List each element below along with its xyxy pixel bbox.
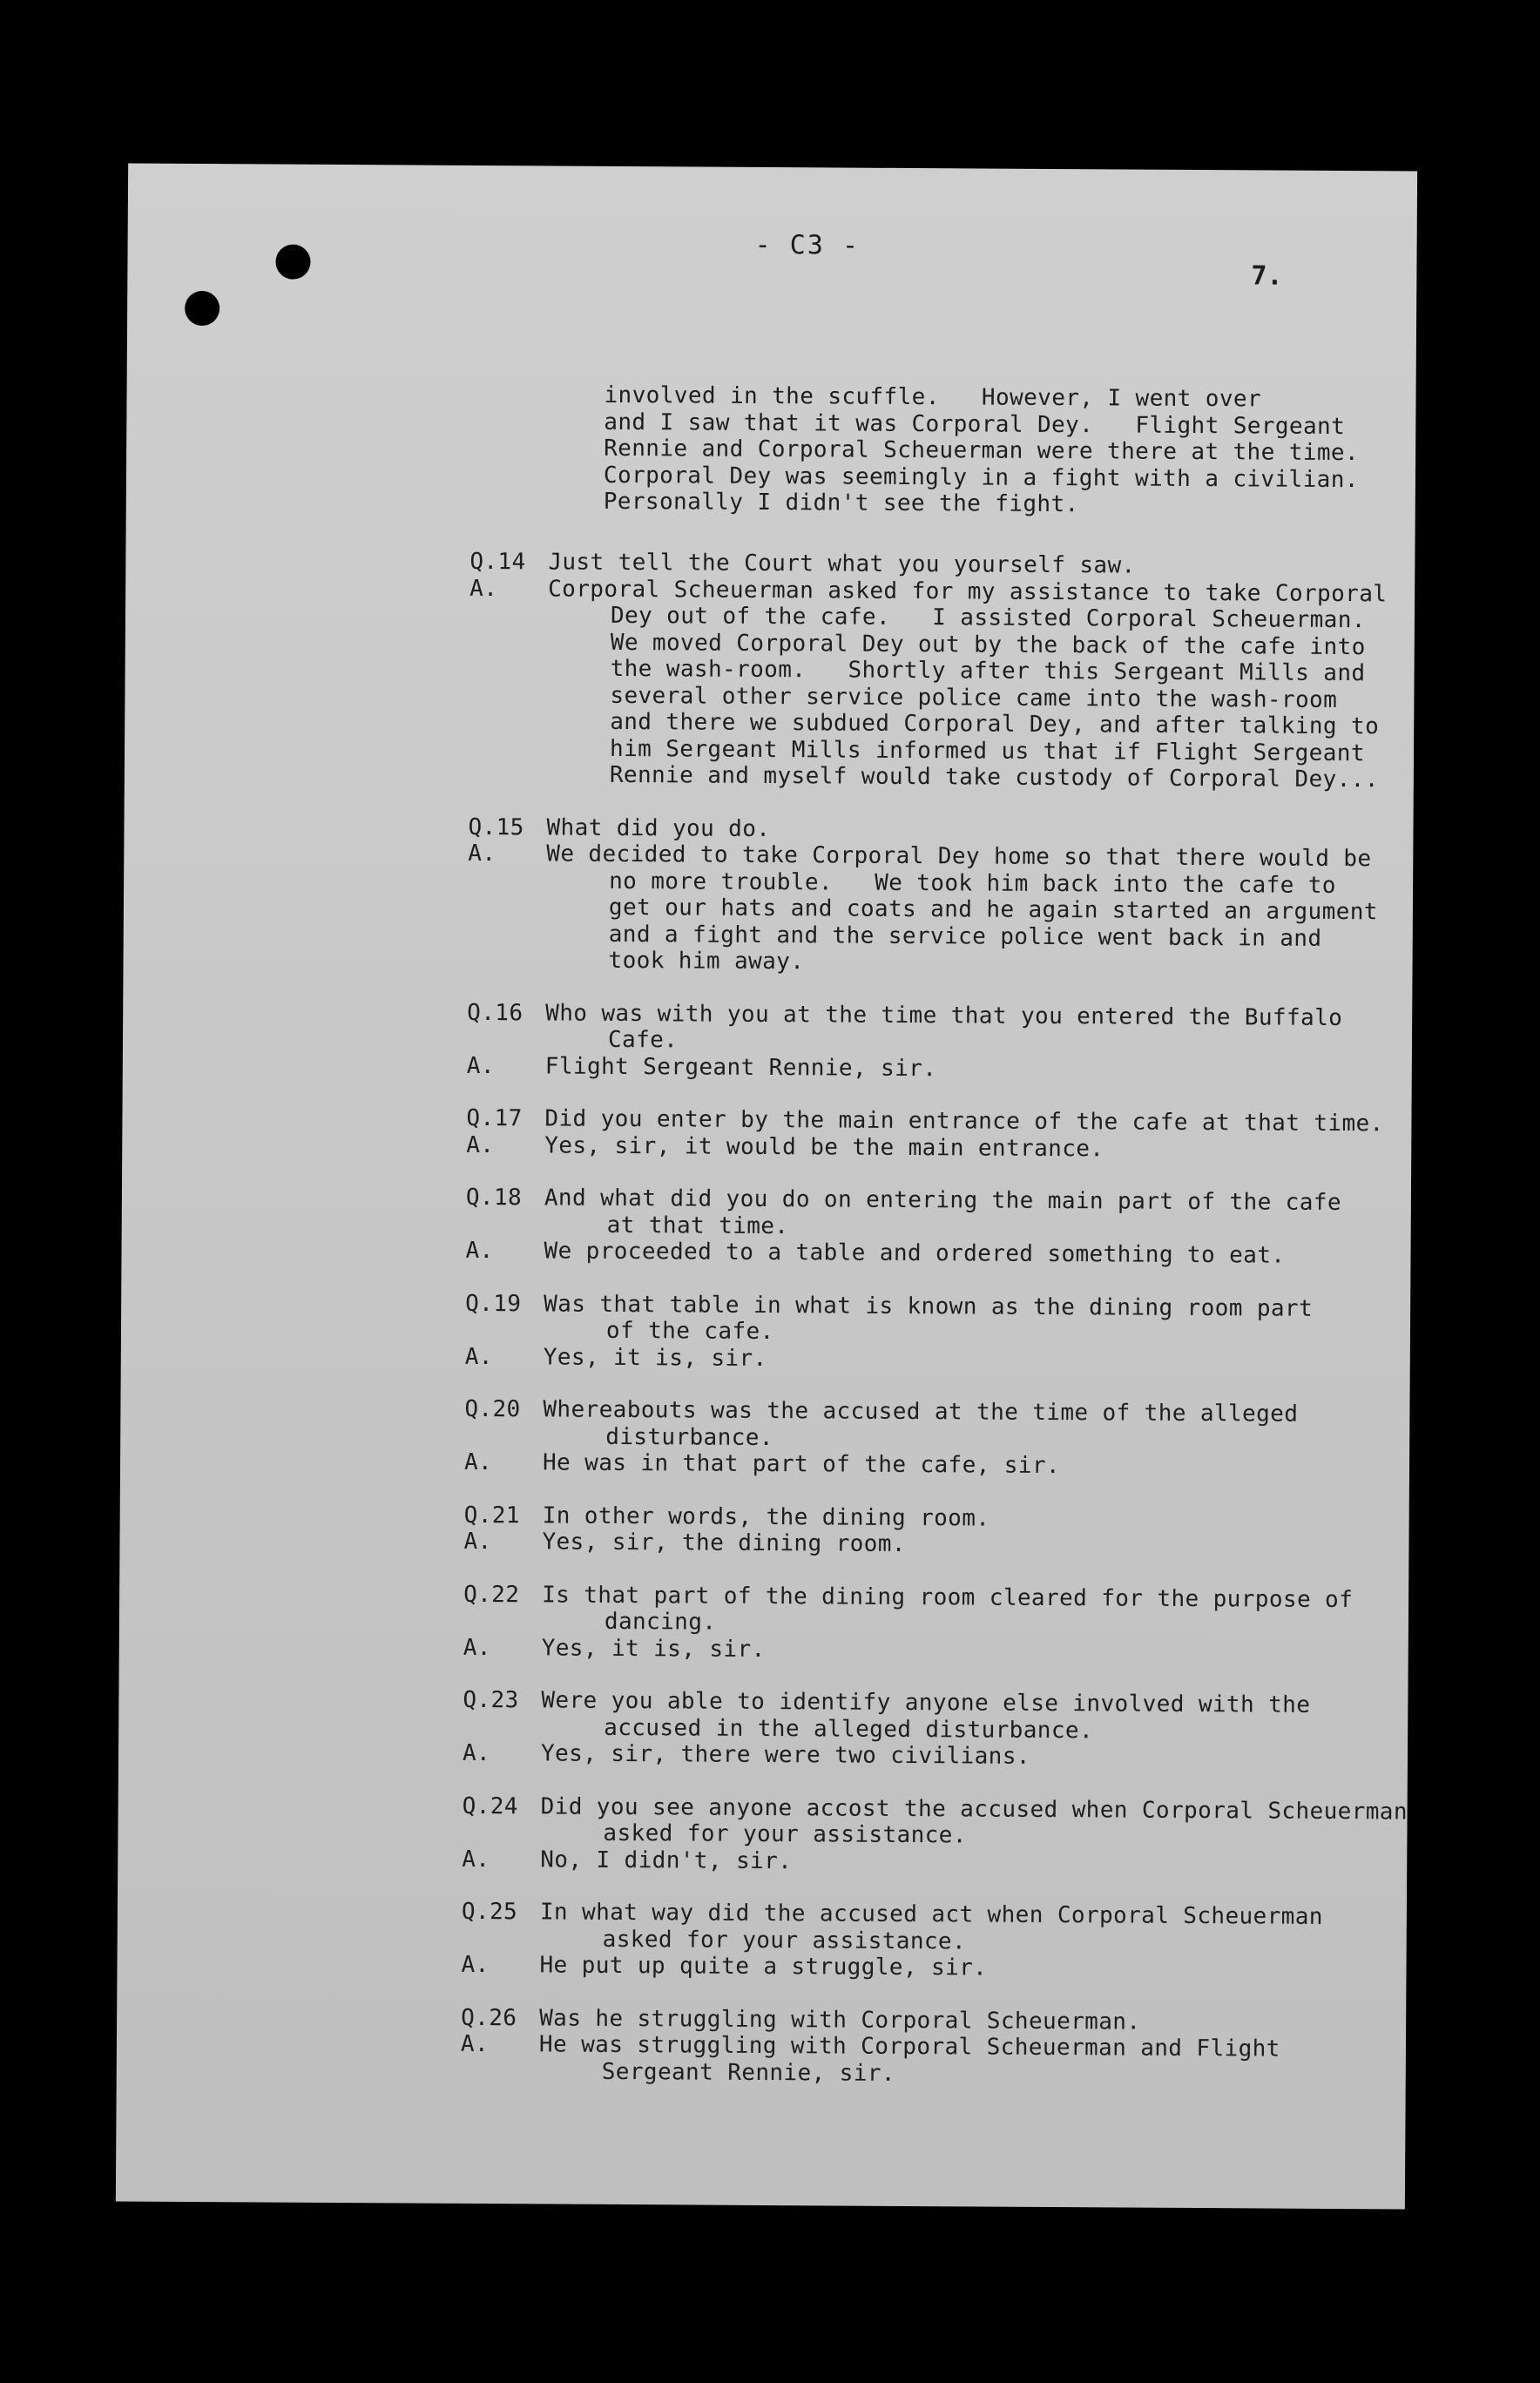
answer-row <box>466 1131 1407 1164</box>
answer-line: and there we subdued Corporal Dey, and after talking to <box>610 708 1380 740</box>
qa-entry <box>467 999 1408 1084</box>
page-marker: - C3 - <box>754 229 861 261</box>
answer-row <box>463 1740 1403 1772</box>
answer-label: A. <box>469 575 498 602</box>
answer-line: Flight Sergeant Rennie, sir. <box>544 1052 937 1082</box>
question-row <box>464 1396 1405 1455</box>
answer-text <box>542 1529 1404 1561</box>
question-line: Was that table in what is known as the dining room part <box>544 1290 1314 1322</box>
answer-line: several other service police came into the wash-room <box>610 682 1338 713</box>
answer-row <box>467 840 1408 979</box>
answer-row <box>461 2031 1402 2090</box>
answer-text <box>544 1238 1406 1270</box>
question-text <box>540 1793 1408 1852</box>
question-line: Did you enter by the main entrance of the cafe at that time. <box>544 1105 1384 1137</box>
question-line: In what way did the accused act when Corporal Scheuerman <box>539 1899 1323 1930</box>
intro-line: Personally I didn't see the fight. <box>603 488 1079 518</box>
question-row <box>462 1899 1402 1958</box>
question-row <box>463 1687 1403 1746</box>
question-line: What did you do. <box>546 813 771 842</box>
question-line: Were you able to identify anyone else involved with the <box>541 1687 1311 1718</box>
qa-entry <box>462 1792 1408 1878</box>
question-row <box>467 999 1408 1058</box>
question-text <box>545 1000 1408 1058</box>
answer-label: A. <box>465 1237 494 1265</box>
answer-text <box>544 1132 1407 1164</box>
question-text <box>544 1291 1406 1349</box>
qa-entry <box>463 1687 1404 1772</box>
answer-line: Yes, sir, there were two civilians. <box>540 1740 1030 1770</box>
question-line: Whereabouts was the accused at the time of the alleged <box>543 1396 1299 1428</box>
answer-row <box>463 1529 1404 1561</box>
answer-row <box>462 1846 1402 1878</box>
answer-text <box>540 1846 1402 1879</box>
question-line: asked for your assistance. <box>603 1819 967 1849</box>
answer-row <box>461 1952 1402 1984</box>
question-label: Q.19 <box>465 1290 522 1317</box>
answer-text <box>541 1740 1403 1772</box>
answer-row <box>465 1343 1406 1375</box>
question-line: In other words, the dining room. <box>542 1502 990 1532</box>
answer-text <box>543 1449 1405 1482</box>
question-label: Q.20 <box>464 1395 521 1423</box>
question-line: And what did you do on entering the main part of the cafe <box>544 1185 1342 1217</box>
answer-line: and a fight and the service police went back in and <box>608 921 1322 952</box>
page-number: 7. <box>1251 260 1283 292</box>
answer-label: A. <box>466 1052 496 1079</box>
question-line: Did you see anyone accost the accused when Corporal Scheuerman <box>540 1792 1408 1826</box>
question-line: at that time. <box>606 1212 789 1239</box>
answer-label: A. <box>462 1846 490 1873</box>
intro-line: and I saw that it was Corporal Dey. Flight Sergeant <box>604 408 1346 440</box>
question-row <box>463 1581 1404 1640</box>
answer-line: We decided to take Corporal Dey home so that there would be <box>546 840 1372 873</box>
qa-entry <box>466 1105 1407 1164</box>
answer-line: Rennie and myself would take custody of Corporal Dey... <box>609 761 1379 793</box>
answer-label: A. <box>466 1131 495 1158</box>
qa-entry <box>469 549 1411 793</box>
qa-entry <box>463 1502 1404 1561</box>
question-label: Q.22 <box>463 1581 520 1608</box>
answer-line: Yes, sir, the dining room. <box>542 1529 906 1557</box>
answer-line: We moved Corporal Dey out by the back of the cafe into <box>610 629 1366 660</box>
question-text <box>543 1396 1405 1455</box>
question-row <box>465 1290 1406 1349</box>
question-label: Q.16 <box>467 999 523 1026</box>
intro-line: involved in the scuffle. However, I went over <box>604 381 1262 413</box>
answer-row <box>463 1634 1404 1666</box>
question-label: Q.25 <box>461 1898 518 1926</box>
answer-label: A. <box>463 1448 493 1476</box>
question-text <box>540 1899 1402 1957</box>
answer-line: He put up quite a struggle, sir. <box>539 1952 988 1981</box>
answer-label: A. <box>464 1343 494 1370</box>
question-line: dancing. <box>604 1608 717 1636</box>
answer-row <box>465 1238 1406 1270</box>
question-line: asked for your assistance. <box>602 1926 967 1954</box>
answer-line: He was in that part of the cafe, sir. <box>542 1449 1061 1480</box>
question-text <box>544 1185 1407 1243</box>
answer-line: him Sergeant Mills informed us that if Flight Sergeant <box>609 735 1366 766</box>
question-line: Just tell the Court what you yourself saw. <box>548 549 1136 579</box>
answer-label: A. <box>463 1634 491 1661</box>
answer-label: A. <box>461 1951 490 1979</box>
question-label: Q.26 <box>461 2004 517 2031</box>
answer-line: He was struggling with Corporal Scheuerman and Flight <box>538 2031 1280 2062</box>
answer-line: Yes, sir, it would be the main entrance. <box>544 1131 1104 1162</box>
qa-entry <box>461 1899 1402 1984</box>
answer-label: A. <box>463 1528 492 1556</box>
answer-row <box>464 1449 1405 1482</box>
document-page <box>116 164 1417 2210</box>
question-line: Who was with you at the time that you entered the Buffalo <box>545 999 1343 1031</box>
qa-list <box>461 549 1411 2116</box>
question-label: Q.21 <box>463 1502 520 1529</box>
qa-entry <box>461 2004 1402 2089</box>
answer-line: We proceeded to a table and ordered something to eat. <box>544 1238 1286 1269</box>
answer-label: A. <box>468 840 496 867</box>
answer-row <box>469 575 1410 793</box>
intro-line: Corporal Dey was seemingly in a fight with a civilian. <box>603 462 1359 493</box>
question-line: Is that part of the dining room cleared for the purpose of <box>542 1581 1354 1613</box>
answer-line: Corporal Scheuerman asked for my assistance to take Corporal <box>548 575 1388 607</box>
answer-label: A. <box>462 1739 491 1767</box>
question-line: Was he struggling with Corporal Scheuerman. <box>539 2004 1141 2035</box>
question-line: Cafe. <box>607 1026 679 1054</box>
answer-text <box>544 1344 1406 1376</box>
qa-entry <box>464 1396 1406 1482</box>
answer-text <box>542 1635 1404 1667</box>
question-text <box>542 1582 1404 1640</box>
qa-entry <box>467 813 1408 979</box>
question-label: Q.18 <box>465 1184 523 1212</box>
qa-entry <box>465 1185 1407 1270</box>
punch-hole <box>275 245 310 280</box>
question-row <box>462 1792 1408 1852</box>
question-label: Q.17 <box>466 1104 523 1132</box>
question-line: of the cafe. <box>605 1317 774 1346</box>
answer-line: Yes, it is, sir. <box>543 1343 767 1372</box>
question-row <box>466 1185 1407 1244</box>
question-line: accused in the alleged disturbance. <box>604 1714 1094 1744</box>
answer-line: took him away. <box>608 947 805 975</box>
answer-line: No, I didn't, sir. <box>540 1846 793 1874</box>
qa-entry <box>463 1581 1405 1666</box>
answer-line: no more trouble. We took him back into the cafe to <box>609 867 1336 899</box>
question-label: Q.24 <box>462 1792 518 1819</box>
intro-paragraph <box>604 382 1360 520</box>
question-line: disturbance. <box>605 1423 773 1451</box>
intro-line: Rennie and Corporal Scheuerman were there at the time. <box>604 435 1360 467</box>
answer-line: Dey out of the cafe. I assisted Corporal Scheuerman. <box>610 602 1366 634</box>
answer-text <box>547 576 1410 793</box>
question-text <box>541 1687 1403 1745</box>
question-label: Q.23 <box>463 1686 519 1714</box>
answer-label: A. <box>460 2030 490 2058</box>
answer-text <box>545 840 1408 979</box>
answer-text <box>539 1952 1402 1984</box>
answer-line: Sergeant Rennie, sir. <box>601 2058 895 2087</box>
question-label: Q.14 <box>469 548 526 576</box>
answer-line: the wash-room. Shortly after this Sergeant Mills and <box>610 655 1366 687</box>
punch-hole <box>185 291 220 326</box>
answer-text <box>539 2031 1402 2089</box>
answer-row <box>467 1052 1408 1084</box>
answer-line: Yes, it is, sir. <box>541 1634 766 1663</box>
qa-entry <box>465 1290 1407 1375</box>
question-label: Q.15 <box>468 813 524 840</box>
answer-text <box>545 1053 1408 1085</box>
answer-line: get our hats and coats and he again started an argument <box>608 894 1378 926</box>
